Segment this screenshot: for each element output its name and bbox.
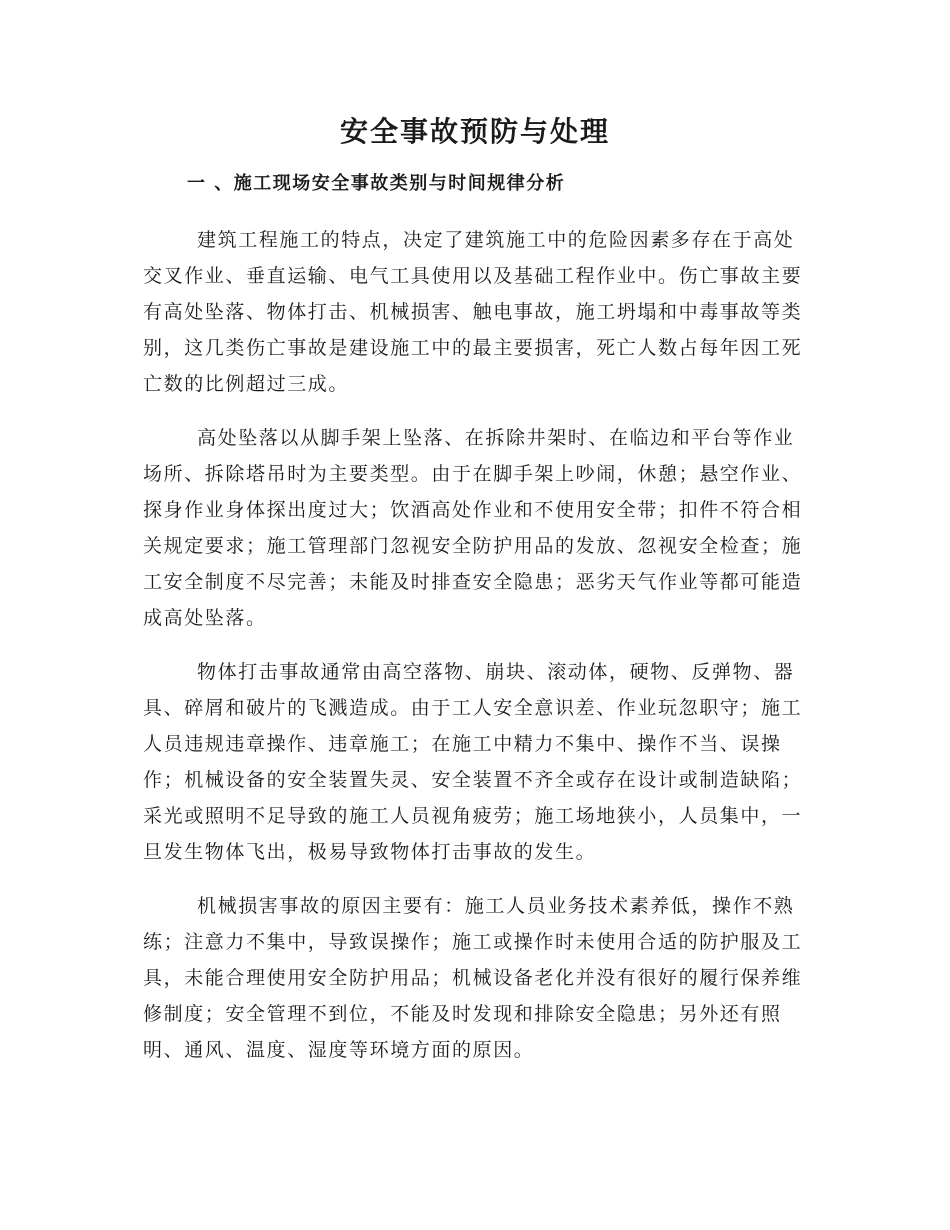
document-title: 安全事故预防与处理 [339, 115, 610, 148]
document-body [143, 222, 807, 1086]
section-heading: 一 、施工现场安全事故类别与时间规律分析 [187, 173, 566, 194]
paragraph-object-strike: 物体打击事故通常由高空落物、崩块、滚动体，硬物、反弹物、器具、碎屑和破片的飞溅造成。由于工人安全意识差、作业玩忽职守；施工人员违规违章操作、违章施工；在施工中精力不集中、操作不当、误操作；机械设备的安全装置失灵、安全装置不齐全或存在设计或制造缺陷；采光或照明不足导致的施工人员视角疲劳；施工场地狭小，人员集中，一旦发生物体飞出，极易导致物体打击事故的发生。 [143, 661, 803, 863]
paragraph-falling-from-height: 高处坠落以从脚手架上坠落、在拆除井架时、在临边和平台等作业场所、拆除塔吊时为主要类型。由于在脚手架上吵闹，休憩；悬空作业、探身作业身体探出度过大；饮酒高处作业和不使用安全带；扣件不符合相关规定要求；施工管理部门忽视安全防护用品的发放、忽视安全检查；施工安全制度不尽完善；未能及时排查安全隐患；恶劣天气作业等都可能造成高处坠落。 [143, 427, 803, 629]
paragraph-overview: 建筑工程施工的特点，决定了建筑施工中的危险因素多存在于高处交叉作业、垂直运输、电气工具使用以及基础工程作业中。伤亡事故主要有高处坠落、物体打击、机械损害、触电事故，施工坍塌和中毒事故等类别，这几类伤亡事故是建设施工中的最主要损害，死亡人数占每年因工死亡数的比例超过三成。 [143, 229, 803, 395]
paragraph-machinery-injury: 机械损害事故的原因主要有：施工人员业务技术素养低，操作不熟练；注意力不集中，导致误操作；施工或操作时未使用合适的防护服及工具，未能合理使用安全防护用品；机械设备老化并没有很好的履行保养维修制度；安全管理不到位，不能及时发现和排除安全隐患；另外还有照明、通风、温度、湿度等环境方面的原因。 [143, 895, 803, 1061]
